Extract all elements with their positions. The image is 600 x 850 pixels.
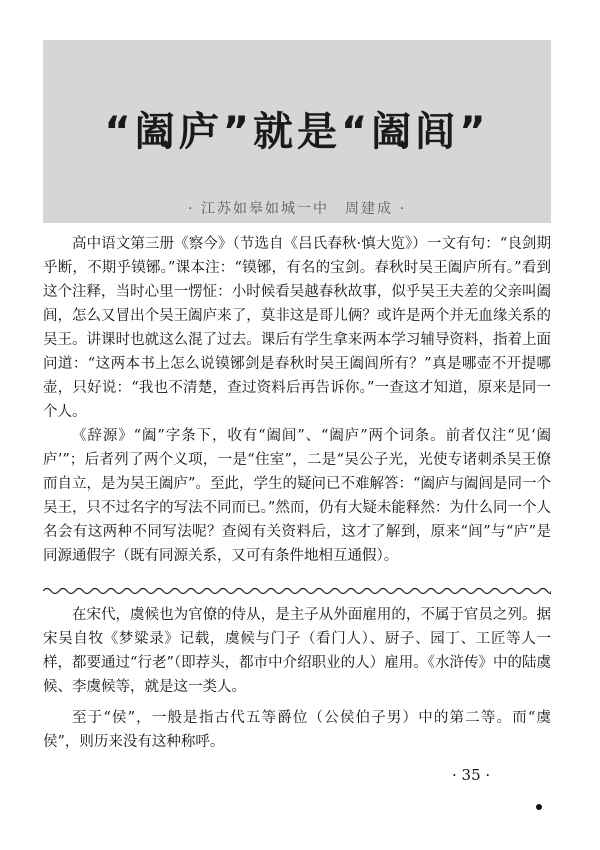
note-paragraph: 至于“侯”，一般是指古代五等爵位（公侯伯子男）中的第二等。而“虞侯”，则历来没有这种称呼。 xyxy=(43,710,551,750)
scan-mark xyxy=(536,804,542,810)
body-paragraph: 《辞源》“阖”字条下，收有“阖闾”、“阖庐”两个词条。前者仅注“见‘阖庐’”；后者列了两个义项，一是“住室”，二是“吴公子光，光使专诸刺杀吴王僚而自立，是为吴王阖庐”。至此，学生的疑问已不难解答：“阖庐与阖闾是同一个吴王，只不过名字的写法不同而已。”然而，仍有大疑未能释然：为什么同一个人名会有这两种不同写法呢？查阅有关资料后，这才了解到，原来“闾”与“庐”是同源通假字（既有同源关系，又可有条件地相互通假）。 xyxy=(43,428,551,564)
title-banner xyxy=(43,40,551,223)
article-title: “阖庐”就是“阖闾” xyxy=(104,109,490,155)
body-paragraph: 高中语文第三册《察今》（节选自《吕氏春秋·慎大览》）一文有句：“良剑期乎断，不期乎镆铘。”课本注：“镆铘，有名的宝剑。春秋时吴王阖庐所有。”看到这个注释，当时心里一愣怔：小时候看吴越春秋故事，似乎吴王夫差的父亲叫阖闾，怎么又冒出个吴王阖庐来了，莫非这是哥儿俩？或许是两个并无血缘关系的吴王。讲课时也就这么混了过去。课后有学生拿来两本学习辅导资料，指着上面问道：“这两本书上怎么说镆铘剑是春秋时吴王阖闾所有？”真是哪壶不开提哪壶，只好说：“我也不清楚，查过资料后再告诉你。”一查这才知道，原来是同一个人。 xyxy=(43,236,551,420)
note-paragraph: 在宋代，虞候也为官僚的侍从，是主子从外面雇用的，不属于官员之列。据宋吴自牧《梦粱录》记载，虞候与门子（看门人）、厨子、园丁、工匠等人一样，都要通过“行老”（即荐头，都市中介绍职业的人）雇用。《水浒传》中的陆虞候、李虞候等，就是这一类人。 xyxy=(43,607,551,695)
page-number: · 35 · xyxy=(452,766,491,784)
author-byline: · 江苏如皋如城一中 周建成 · xyxy=(188,201,406,217)
wavy-divider xyxy=(43,586,551,596)
